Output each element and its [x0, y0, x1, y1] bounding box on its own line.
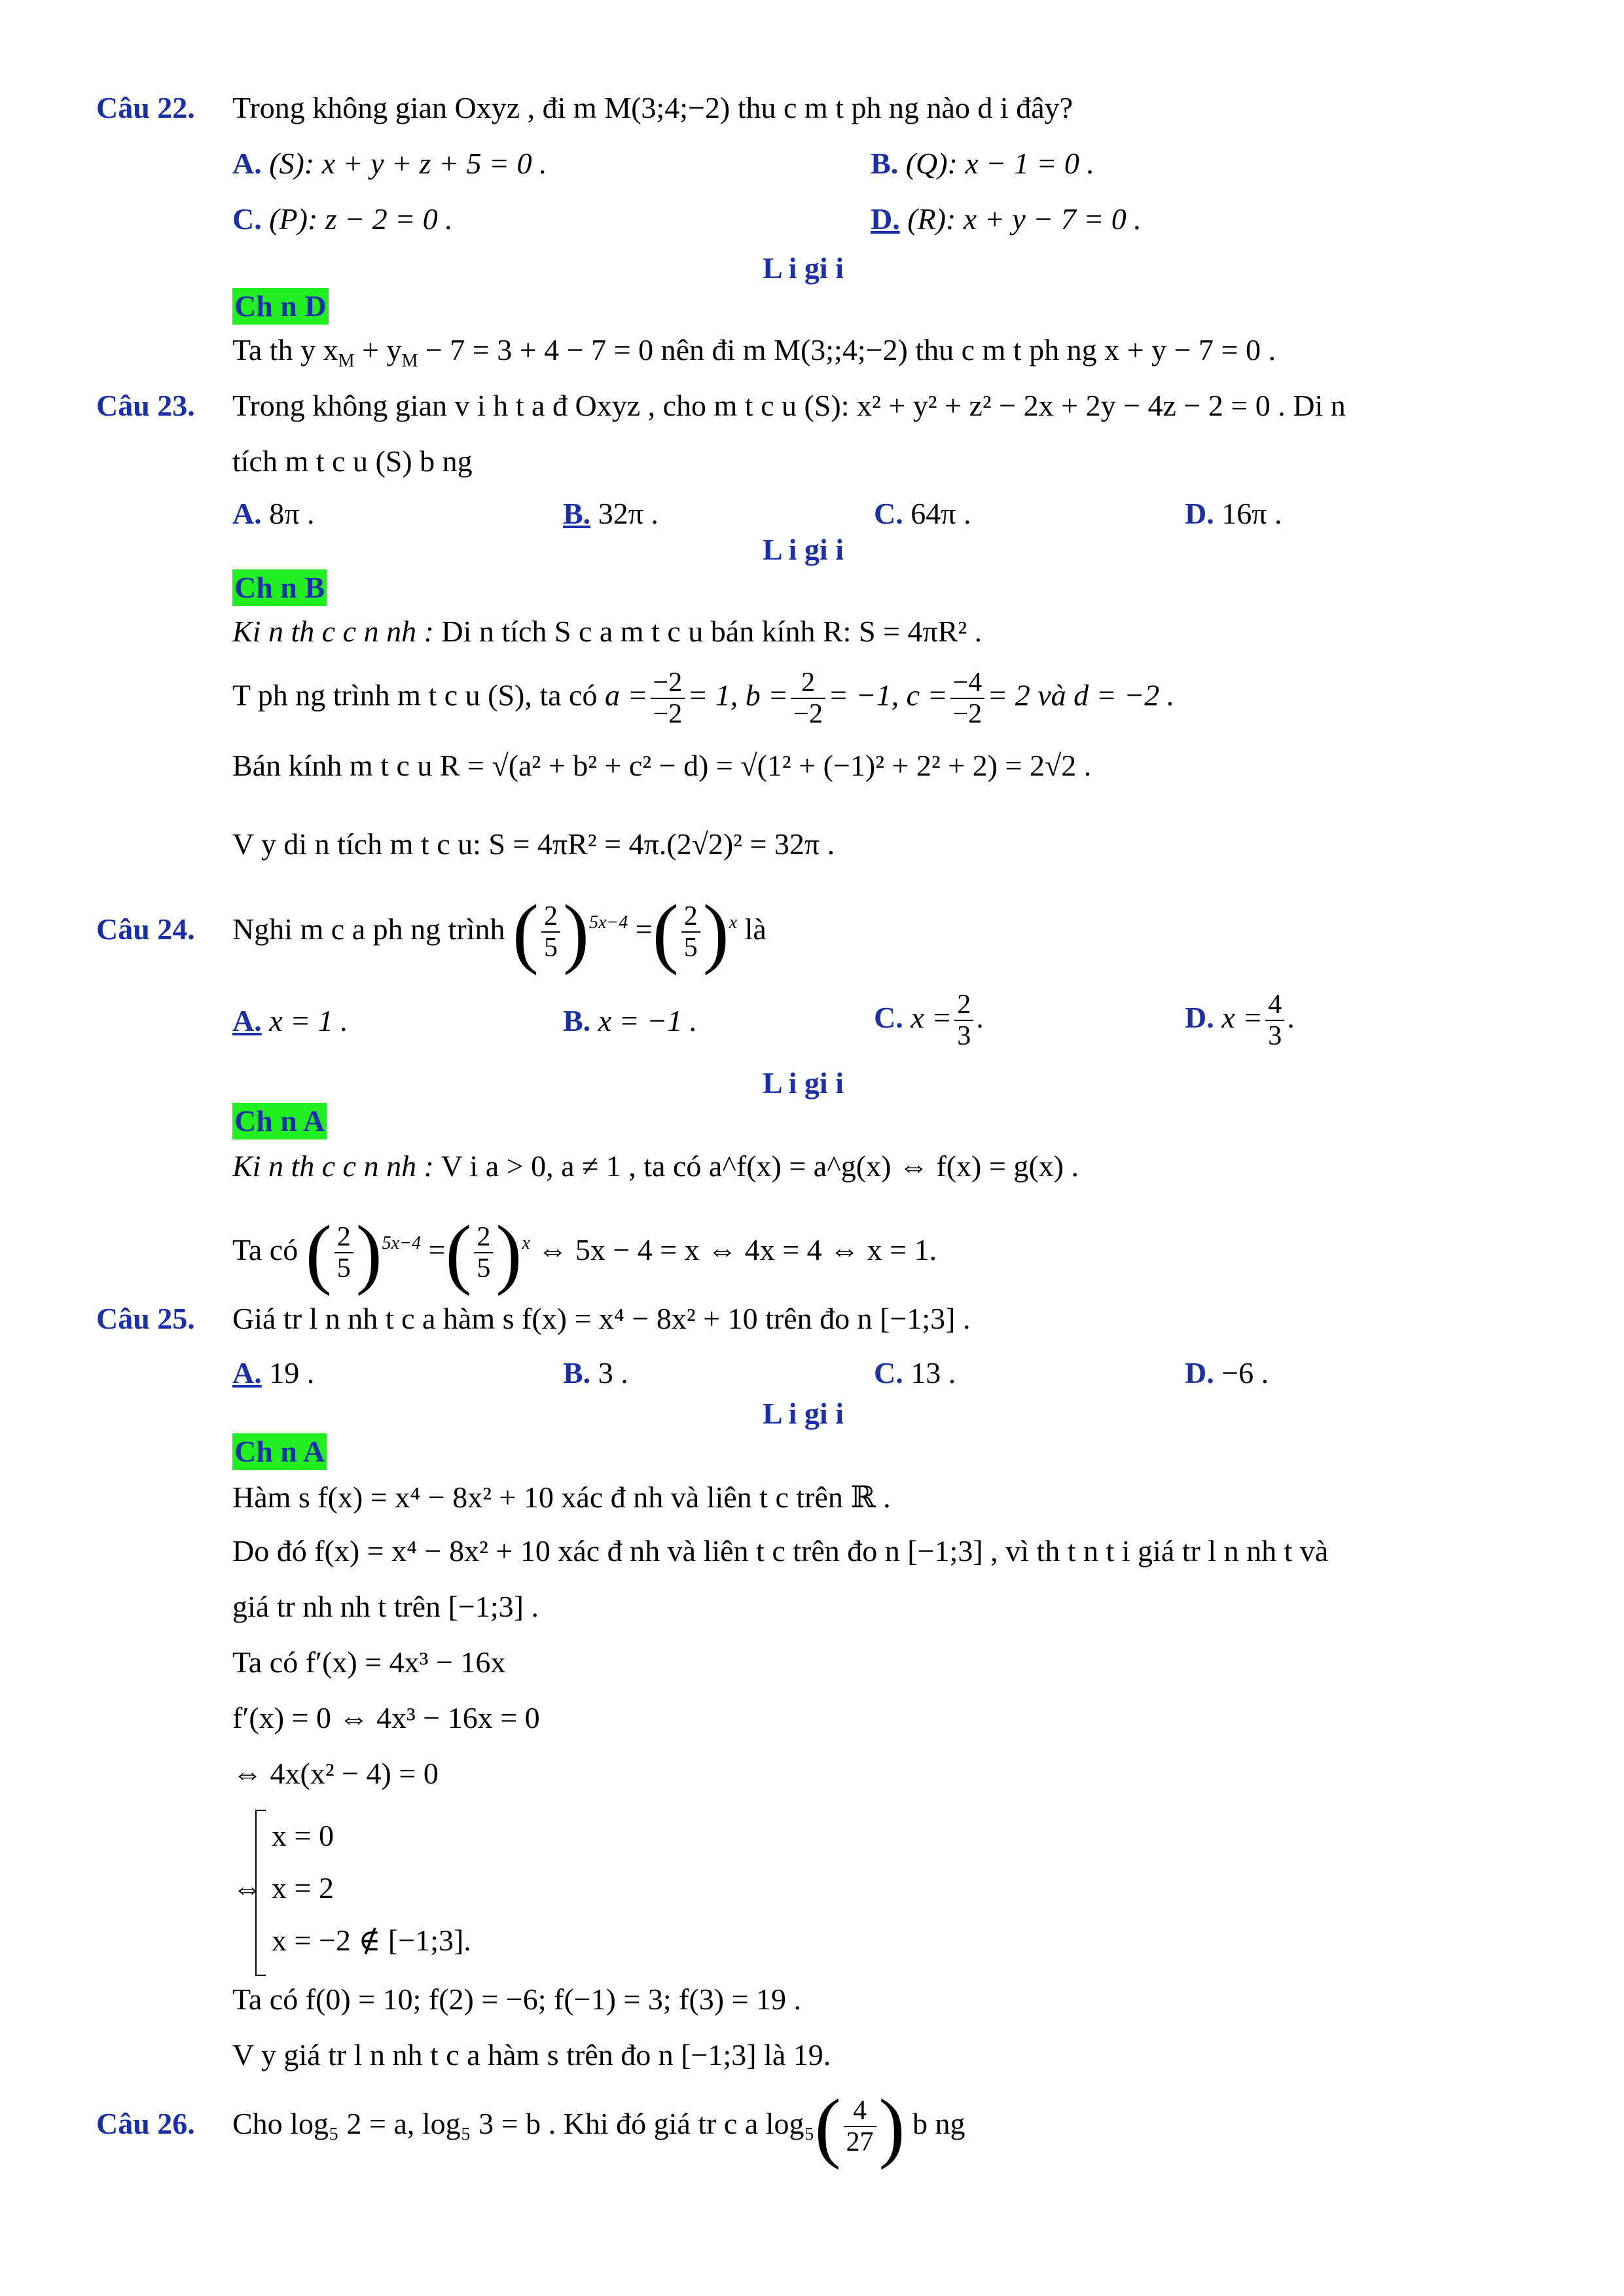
q23-option-c [874, 494, 971, 533]
option-text: x = 1 . [269, 1004, 348, 1037]
question-23-number: Câu 23. [96, 389, 195, 422]
paren-close: ) [496, 1209, 522, 1297]
q23-solution-coeffs [232, 668, 1174, 729]
sol-text: − 7 = 3 + 4 − 7 = 0 nên đi m M(3;;4;−2) thu c m t ph ng x + y − 7 = 0 . [418, 333, 1276, 367]
q24-option-d: D. x = $\frac{4}{3}$ . [1185, 990, 1295, 1052]
fraction [334, 1222, 353, 1283]
question-25-stem: Giá tr l n nh t c a hàm s f(x) = x⁴ − 8x² + 10 trên đo n [−1;3] . [232, 1302, 971, 1335]
fraction [954, 990, 973, 1051]
paren-open: ( [445, 1209, 472, 1297]
fraction-numerator: 2 [954, 990, 973, 1021]
sol-text: = 1, b = [687, 678, 789, 712]
option-label: A. [232, 497, 262, 530]
question-24-number: Câu 24. [96, 912, 195, 946]
fraction-denominator: 5 [683, 933, 698, 963]
fraction [681, 901, 700, 963]
option-label: A. [232, 147, 262, 180]
paren-open: ( [305, 1209, 332, 1297]
q25-case: x = −2 ∉ [−1;3]. [272, 1924, 471, 1957]
q23-knowledge-line [232, 612, 982, 651]
fraction-numerator: 2 [474, 1222, 493, 1253]
question-26-number: Câu 26. [96, 2107, 195, 2140]
option-label: B. [563, 1356, 591, 1390]
option-text: (S): x + y + z + 5 = 0 . [269, 147, 547, 180]
q24-knowledge-line [232, 1147, 1079, 1186]
sol-text: + y [354, 333, 402, 367]
q23-solution-area: V y di n tích m t c u: S = 4πR² = 4π.(2√2)² = 32π . [232, 827, 835, 861]
question-22-stem: Trong không gian Oxyz , đi m M(3;4;−2) thu c m t ph ng nào d i đây? [232, 91, 1074, 124]
fraction-denominator: −2 [793, 699, 823, 729]
question-23-stem-line2: tích m t c u (S) b ng [232, 444, 473, 478]
paren-close: ) [355, 1209, 382, 1297]
fraction-numerator: −2 [651, 668, 685, 699]
stem-text: Nghi m c a ph ng trình [232, 912, 505, 946]
chon-answer-badge: Ch n A [232, 1433, 327, 1470]
fraction [474, 1222, 493, 1283]
q25-option-d [1185, 1354, 1269, 1393]
question-22-number: Câu 22. [96, 91, 195, 124]
q25-solution-line: V y giá tr l n nh t c a hàm s trên đo n [−1;3] là 19. [232, 2038, 831, 2072]
q22-option-c [232, 200, 453, 239]
option-text: (R): x + y − 7 = 0 . [907, 202, 1142, 236]
q25-option-c [874, 1354, 956, 1393]
chon-answer-badge: Ch n D [232, 288, 329, 325]
option-label: C. [874, 1356, 903, 1390]
fraction-denominator: 5 [543, 933, 558, 963]
q23-option-d [1185, 494, 1282, 533]
q25-solution-line: Hàm s f(x) = x⁴ − 8x² + 10 xác đ nh và liên t c trên ℝ . [232, 1480, 891, 1514]
fraction [844, 2096, 876, 2157]
exponent: x [522, 1233, 530, 1253]
option-label-correct: A. [232, 1356, 262, 1390]
sol-text: = −1, c = [827, 678, 948, 712]
q25-solution-line: ⇔ 4x(x² − 4) = 0 [232, 1757, 439, 1790]
option-label: C. [874, 497, 903, 530]
chon-answer-badge: Ch n B [232, 569, 327, 606]
q25-solution-line: Ta có f′(x) = 4x³ − 16x [232, 1645, 506, 1679]
stem-text: b ng [912, 2107, 965, 2140]
q25-option-b [563, 1354, 628, 1393]
option-text: 64π . [911, 497, 971, 530]
sol-text: = 2 và d = −2 . [987, 678, 1175, 712]
fraction-numerator: 2 [791, 668, 825, 699]
fraction-denominator: 5 [336, 1253, 351, 1284]
sol-text: T ph ng trình m t c u (S), ta có [232, 678, 598, 712]
fraction-denominator: −2 [653, 699, 683, 729]
q24-option-a [232, 1001, 348, 1041]
fraction-denominator: 5 [477, 1253, 491, 1284]
paren-close: ) [878, 2083, 905, 2170]
fraction-numerator: 2 [334, 1222, 353, 1253]
stem-text: là [744, 912, 767, 946]
fraction [950, 668, 985, 729]
exponent: 5x−4 [588, 912, 628, 933]
subscript: M [338, 351, 355, 372]
question-24-stem: Nghi m c a ph ng trình ( $\frac{2}{5}$ )$^{5x-4}$ =( $\frac{2}{5}$ )$^x$ là [232, 888, 767, 976]
sol-text: a = [604, 678, 648, 712]
fraction-numerator: −4 [950, 668, 985, 699]
option-label-correct: D. [871, 202, 900, 236]
paren-open: ( [814, 2083, 841, 2170]
question-23-stem-line1: Trong không gian v i h t a đ Oxyz , cho m t c u (S): x² + y² + z² − 2x + 2y − 4z − 2 = 0 . Di n [232, 389, 1346, 422]
loi-giai-heading: L i gi i [763, 1397, 844, 1430]
sol-text: Ta th y x [232, 333, 338, 367]
sol-text: ⇔ 5x − 4 = x ⇔ 4x = 4 ⇔ x = 1. [537, 1233, 937, 1266]
option-label: D. [1185, 497, 1214, 530]
q22-solution-line [232, 331, 1276, 381]
fraction-denominator: 3 [957, 1021, 971, 1052]
exponent: x [729, 912, 738, 933]
paren-close: ) [562, 888, 589, 976]
option-text: −6 . [1221, 1356, 1269, 1390]
knowledge-text: V i a > 0, a ≠ 1 , ta có a^f(x) = a^g(x) ⇔ f(x) = g(x) . [441, 1149, 1079, 1183]
option-text: 19 . [269, 1356, 315, 1390]
option-label: C. [874, 1001, 903, 1034]
fraction [651, 668, 685, 729]
option-text: x = [1221, 1001, 1263, 1034]
loi-giai-heading: L i gi i [763, 533, 844, 566]
sol-text: Ta có [232, 1233, 298, 1266]
option-label: D. [1185, 1001, 1214, 1034]
q25-solution-line: Ta có f(0) = 10; f(2) = −6; f(−1) = 3; f(3) = 19 . [232, 1982, 802, 2016]
loi-giai-heading: L i gi i [763, 251, 844, 285]
paren-close: ) [702, 888, 729, 976]
fraction-denominator: 27 [846, 2127, 874, 2158]
equivalence-arrow: ⇔ [232, 1871, 262, 1905]
option-text: 13 . [911, 1356, 956, 1390]
q23-option-b [563, 494, 659, 533]
option-label: B. [871, 147, 899, 180]
q25-solution-line: giá tr nh nh t trên [−1;3] . [232, 1590, 539, 1623]
option-text: x = [911, 1001, 952, 1034]
q25-case: x = 2 [272, 1871, 334, 1905]
fraction-numerator: 4 [1265, 990, 1284, 1021]
knowledge-text: Di n tích S c a m t c u bán kính R: S = 4πR² . [441, 615, 983, 648]
fraction [541, 901, 560, 963]
q22-option-d [871, 200, 1142, 239]
chon-answer-badge: Ch n A [232, 1103, 327, 1139]
q25-solution-line: Do đó f(x) = x⁴ − 8x² + 10 xác đ nh và liên t c trên đo n [−1;3] , vì th t n t i giá tr l n nh t và [232, 1534, 1329, 1568]
q22-option-a [232, 144, 547, 183]
option-text: 3 . [598, 1356, 628, 1390]
q25-case: x = 0 [272, 1819, 334, 1852]
knowledge-label: Ki n th c c n nh : [232, 615, 434, 648]
q23-option-a [232, 494, 314, 533]
knowledge-label: Ki n th c c n nh : [232, 1149, 434, 1183]
paren-open: ( [513, 888, 539, 976]
option-text: (Q): x − 1 = 0 . [905, 147, 1094, 180]
q24-option-b [563, 1001, 697, 1041]
q24-solution-line: Ta có ( $\frac{2}{5}$ )$^{5x-4}$ =( $\frac{2}{5}$ )$^x$ ⇔ 5x − 4 = x ⇔ 4x = 4 ⇔ x = 1. [232, 1209, 937, 1297]
option-label: D. [1185, 1356, 1214, 1390]
subscript: M [401, 351, 418, 372]
option-label: B. [563, 1004, 591, 1037]
fraction [1265, 990, 1284, 1051]
q22-option-b [871, 144, 1094, 183]
fraction-numerator: 2 [681, 901, 700, 933]
option-text: (P): z − 2 = 0 . [269, 202, 453, 236]
option-text: 8π . [269, 497, 315, 530]
q25-option-a [232, 1354, 314, 1393]
q25-solution-line: f′(x) = 0 ⇔ 4x³ − 16x = 0 [232, 1701, 540, 1734]
fraction-numerator: 2 [541, 901, 560, 933]
fraction-denominator: 3 [1268, 1021, 1282, 1052]
option-label-correct: B. [563, 497, 591, 530]
fraction-numerator: 4 [844, 2096, 876, 2127]
loi-giai-heading: L i gi i [763, 1066, 844, 1100]
fraction-denominator: −2 [952, 699, 983, 729]
option-label-correct: A. [232, 1004, 262, 1037]
option-text: 32π . [598, 497, 659, 530]
stem-text: Cho log₅ 2 = a, log₅ 3 = b . Khi đó giá tr c a log₅ [232, 2107, 815, 2140]
option-label: C. [232, 202, 262, 236]
question-25-number: Câu 25. [96, 1302, 195, 1335]
q24-option-c: C. x = $\frac{2}{3}$ . [874, 990, 984, 1052]
q23-solution-radius: Bán kính m t c u R = √(a² + b² + c² − d) = √(1² + (−1)² + 2² + 2) = 2√2 . [232, 749, 1092, 782]
exponent: 5x−4 [382, 1233, 421, 1253]
option-text: 16π . [1221, 497, 1282, 530]
question-26-stem [232, 2075, 965, 2173]
option-text: x = −1 . [598, 1004, 698, 1037]
case-bracket [255, 1810, 266, 1976]
paren-open: ( [652, 888, 679, 976]
fraction [791, 668, 825, 729]
